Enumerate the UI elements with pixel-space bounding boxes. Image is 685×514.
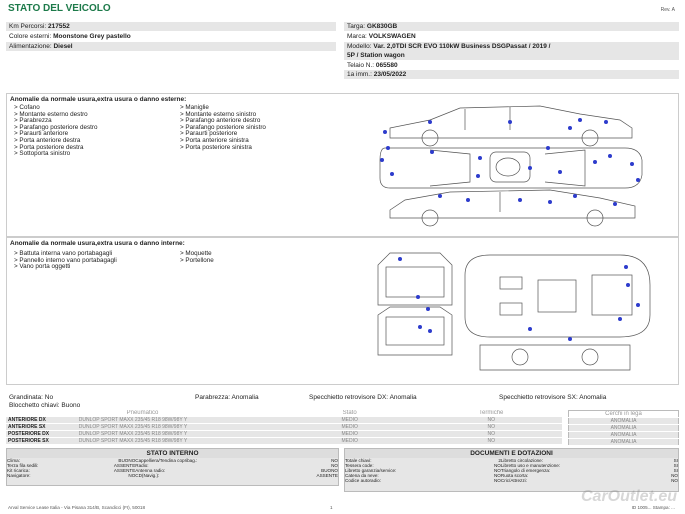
tyre-termiche: NO bbox=[420, 431, 562, 438]
cell-value: NO bbox=[493, 463, 501, 468]
modello-row-2 bbox=[344, 51, 679, 60]
list-item: > Portellone bbox=[180, 256, 214, 264]
interior-state-table bbox=[7, 458, 338, 478]
list-item: > Porta posteriore destra bbox=[14, 143, 84, 151]
tyre-header-pneumatico: Pneumatico bbox=[6, 410, 279, 417]
modello-row bbox=[344, 42, 679, 51]
cell-label: Clima: bbox=[7, 458, 21, 463]
documents-block bbox=[344, 448, 679, 492]
color-label: Colore esterni: bbox=[9, 33, 52, 40]
car-dashboard-view bbox=[480, 345, 630, 370]
list-item: > Porta posteriore sinistra bbox=[180, 143, 252, 151]
tyre-termiche: NO bbox=[420, 417, 562, 424]
cell-value: NO bbox=[331, 463, 338, 468]
car-side-view-right bbox=[390, 106, 632, 146]
damage-markers-exterior bbox=[380, 118, 640, 206]
exterior-car-diagram bbox=[370, 100, 660, 235]
cell-label: Catena da neve: bbox=[345, 473, 379, 478]
page-title: STATO DEL VEICOLO bbox=[8, 3, 111, 14]
cell-label: Codice autoradio: bbox=[345, 478, 382, 483]
interior-car-diagram bbox=[370, 245, 660, 380]
external-damage-list-2 bbox=[180, 105, 266, 151]
cell-value: NO bbox=[671, 473, 678, 478]
tyre-model: DUNLOP SPORT MAXX 235/45 R18 98W/98Y Y bbox=[77, 431, 279, 438]
tyre-position: ANTERIORE SX bbox=[6, 424, 77, 431]
tyre-header-termiche: Termiche bbox=[420, 410, 562, 417]
targa-row bbox=[344, 22, 679, 31]
damage-markers-interior bbox=[398, 257, 640, 341]
interior-state-title: STATO INTERNO bbox=[7, 449, 338, 458]
list-item: > Cofano bbox=[14, 104, 40, 111]
grandinata-status: Grandinata: No bbox=[9, 394, 54, 401]
specchietto-sx-status: Specchietto retrovisore SX: Anomalia bbox=[499, 394, 607, 401]
cell-label: Terza fila sedili: bbox=[7, 463, 39, 468]
imm-label: 1a imm.: bbox=[347, 71, 372, 78]
table-row bbox=[345, 478, 678, 483]
list-item: > Maniglie bbox=[180, 104, 209, 111]
documents-table bbox=[345, 458, 678, 483]
list-item: > Montante esterno destro bbox=[14, 110, 88, 118]
tyre-model: DUNLOP SPORT MAXX 235/45 R18 98W/98Y Y bbox=[77, 417, 279, 424]
telaio-value: 065580 bbox=[375, 62, 398, 69]
table-row bbox=[6, 417, 562, 424]
internal-damage-list-1 bbox=[14, 251, 164, 271]
internal-damage-list-2 bbox=[180, 251, 214, 264]
table-row bbox=[6, 424, 562, 431]
imm-row bbox=[344, 70, 679, 79]
tyre-stato: MEDIO bbox=[279, 431, 421, 438]
watermark-logo: CarOutlet.eu bbox=[580, 488, 677, 505]
table-row bbox=[6, 438, 562, 445]
tyre-position: POSTERIORE DX bbox=[6, 431, 77, 438]
tyre-stato: MEDIO bbox=[279, 424, 421, 431]
color-value: Moonstone Grey pastello bbox=[53, 33, 131, 40]
tyre-model: DUNLOP SPORT MAXX 235/45 R18 98W/98Y Y bbox=[77, 438, 279, 445]
cell-value: 2 bbox=[498, 458, 501, 463]
color-row bbox=[6, 32, 336, 41]
cell-value: BUONO bbox=[118, 458, 136, 463]
cell-label: Libretto circolazione: bbox=[500, 458, 544, 463]
cell-label: Kit ricarica: bbox=[7, 468, 30, 473]
table-row bbox=[7, 473, 338, 478]
footer-address: Arval Service Lease Italia - Via Pisana 314/B, Scandicci (FI), 50018 bbox=[8, 505, 146, 510]
external-damage-list-1 bbox=[14, 105, 98, 158]
list-item: > Sottoporta sinistro bbox=[14, 150, 71, 158]
internal-damage-title: Anomalie da normale usura,extra usura o danno interne: bbox=[10, 240, 185, 247]
list-item: > Vano porta oggetti bbox=[14, 263, 71, 271]
cell-value: SI bbox=[673, 468, 678, 473]
cell-label: Cappelliera/Tendina copribag.: bbox=[135, 458, 198, 463]
cell-label: Cric/Attrezzi: bbox=[500, 478, 527, 483]
tyre-termiche: NO bbox=[420, 438, 562, 445]
km-row bbox=[6, 22, 336, 31]
list-item: > Battuta interna vano portabagagli bbox=[14, 250, 113, 257]
marca-row bbox=[344, 32, 679, 41]
rims-status: ANOMALIA bbox=[569, 418, 679, 425]
list-item: > Pannello interno vano portabagagli bbox=[14, 256, 117, 264]
imm-value: 23/05/2022 bbox=[373, 71, 407, 78]
list-item: > Porta anteriore sinistra bbox=[180, 136, 249, 144]
cell-value: NO bbox=[493, 478, 501, 483]
list-item: > Parafango posteriore destro bbox=[14, 123, 98, 131]
list-item: > Parafango anteriore destro bbox=[180, 117, 261, 125]
cell-value: ASSENTE bbox=[316, 473, 338, 478]
cell-label: Totale chiavi: bbox=[345, 458, 372, 463]
fuel-row bbox=[6, 42, 336, 51]
tyre-position: POSTERIORE SX bbox=[6, 438, 77, 445]
marca-value: VOLKSWAGEN bbox=[368, 33, 416, 40]
cell-label: Triangolo di emergenza: bbox=[500, 468, 551, 473]
tyre-stato: MEDIO bbox=[279, 438, 421, 445]
modello-label: Modello: bbox=[347, 43, 372, 50]
parabrezza-status: Parabrezza: Anomalia bbox=[195, 394, 259, 401]
cell-value: NO bbox=[493, 473, 501, 478]
cell-value: SI bbox=[673, 458, 678, 463]
rims-status: ANOMALIA bbox=[569, 439, 679, 446]
tyre-model: DUNLOP SPORT MAXX 235/45 R18 98W/98Y Y bbox=[77, 424, 279, 431]
cell-value: NO bbox=[331, 458, 338, 463]
cell-value: ASSENTE bbox=[113, 463, 136, 468]
cell-label: Radio: bbox=[135, 463, 149, 468]
interior-state-block bbox=[6, 448, 339, 486]
rims-status: ANOMALIA bbox=[569, 432, 679, 439]
list-item: > Montante esterno sinistro bbox=[180, 110, 257, 118]
rims-status: ANOMALIA bbox=[569, 425, 679, 432]
fuel-value: Diesel bbox=[53, 43, 73, 50]
telaio-label: Telaio N.: bbox=[347, 62, 375, 69]
tyre-termiche: NO bbox=[420, 424, 562, 431]
car-interior-top-view bbox=[465, 255, 650, 337]
cell-label: Ruota scorta: bbox=[500, 473, 529, 478]
footer-print-info: ID 1005... Stampa: ... bbox=[631, 505, 675, 510]
car-rear-view bbox=[378, 253, 452, 305]
targa-label: Targa: bbox=[347, 23, 366, 30]
tyre-table-header bbox=[6, 410, 562, 417]
list-item: > Parabrezza bbox=[14, 117, 52, 125]
modello-value: Var. 2,0TDI SCR EVO 110kW Business DSGPassat / 2019 / bbox=[373, 43, 551, 50]
list-item: > Paraurti posteriore bbox=[180, 130, 238, 138]
marca-label: Marca: bbox=[347, 33, 367, 40]
cell-label: Libretto uso e manutenzione: bbox=[500, 463, 561, 468]
list-item: > Parafango posteriore sinistro bbox=[180, 123, 266, 131]
targa-value: GK830GB bbox=[366, 23, 398, 30]
cell-value: NO bbox=[493, 468, 501, 473]
car-side-view-left bbox=[390, 190, 635, 226]
cell-label: CD(Navig.): bbox=[135, 473, 160, 478]
blocchetto-status: Blocchetto chiavi: Buono bbox=[9, 402, 81, 409]
revision-label: Rev. A bbox=[660, 7, 675, 13]
cell-value: NO bbox=[671, 478, 678, 483]
tyre-table bbox=[6, 410, 562, 445]
external-damage-title: Anomalie da normale usura,extra usura o danno esterne: bbox=[10, 96, 187, 103]
telaio-row bbox=[344, 61, 679, 70]
cell-value: SI bbox=[673, 463, 678, 468]
tyre-stato: MEDIO bbox=[279, 417, 421, 424]
cell-value: ASSENTE bbox=[113, 468, 136, 473]
cell-label: Libretto garanzia/service: bbox=[345, 468, 397, 473]
cell-label: Tessera code: bbox=[345, 463, 374, 468]
km-label: Km Percorsi: bbox=[9, 23, 47, 30]
km-value: 217552 bbox=[48, 23, 70, 30]
footer-page-number: 1 bbox=[330, 505, 333, 510]
rims-table bbox=[568, 410, 679, 446]
cell-label: Antenna radio: bbox=[135, 468, 166, 473]
list-item: > Paraurti anteriore bbox=[14, 130, 69, 138]
modello-value-2: 5P / Station wagon bbox=[347, 52, 405, 59]
list-item: > Moquette bbox=[180, 250, 212, 257]
car-top-view bbox=[380, 148, 642, 188]
tyre-position: ANTERIORE DX bbox=[6, 417, 77, 424]
cell-label: Navigatore: bbox=[7, 473, 31, 478]
car-front-view bbox=[378, 307, 452, 355]
list-item: > Porta anteriore destra bbox=[14, 136, 81, 144]
rims-header: Cerchi in lega bbox=[569, 411, 679, 418]
table-row bbox=[6, 431, 562, 438]
cell-value: NO bbox=[128, 473, 136, 478]
specchietto-dx-status: Specchietto retrovisore DX: Anomalia bbox=[309, 394, 417, 401]
cell-value: BUONO bbox=[321, 468, 338, 473]
fuel-label: Alimentazione: bbox=[9, 43, 52, 50]
tyre-header-stato: Stato bbox=[279, 410, 421, 417]
documents-title: DOCUMENTI E DOTAZIONI bbox=[345, 449, 678, 458]
